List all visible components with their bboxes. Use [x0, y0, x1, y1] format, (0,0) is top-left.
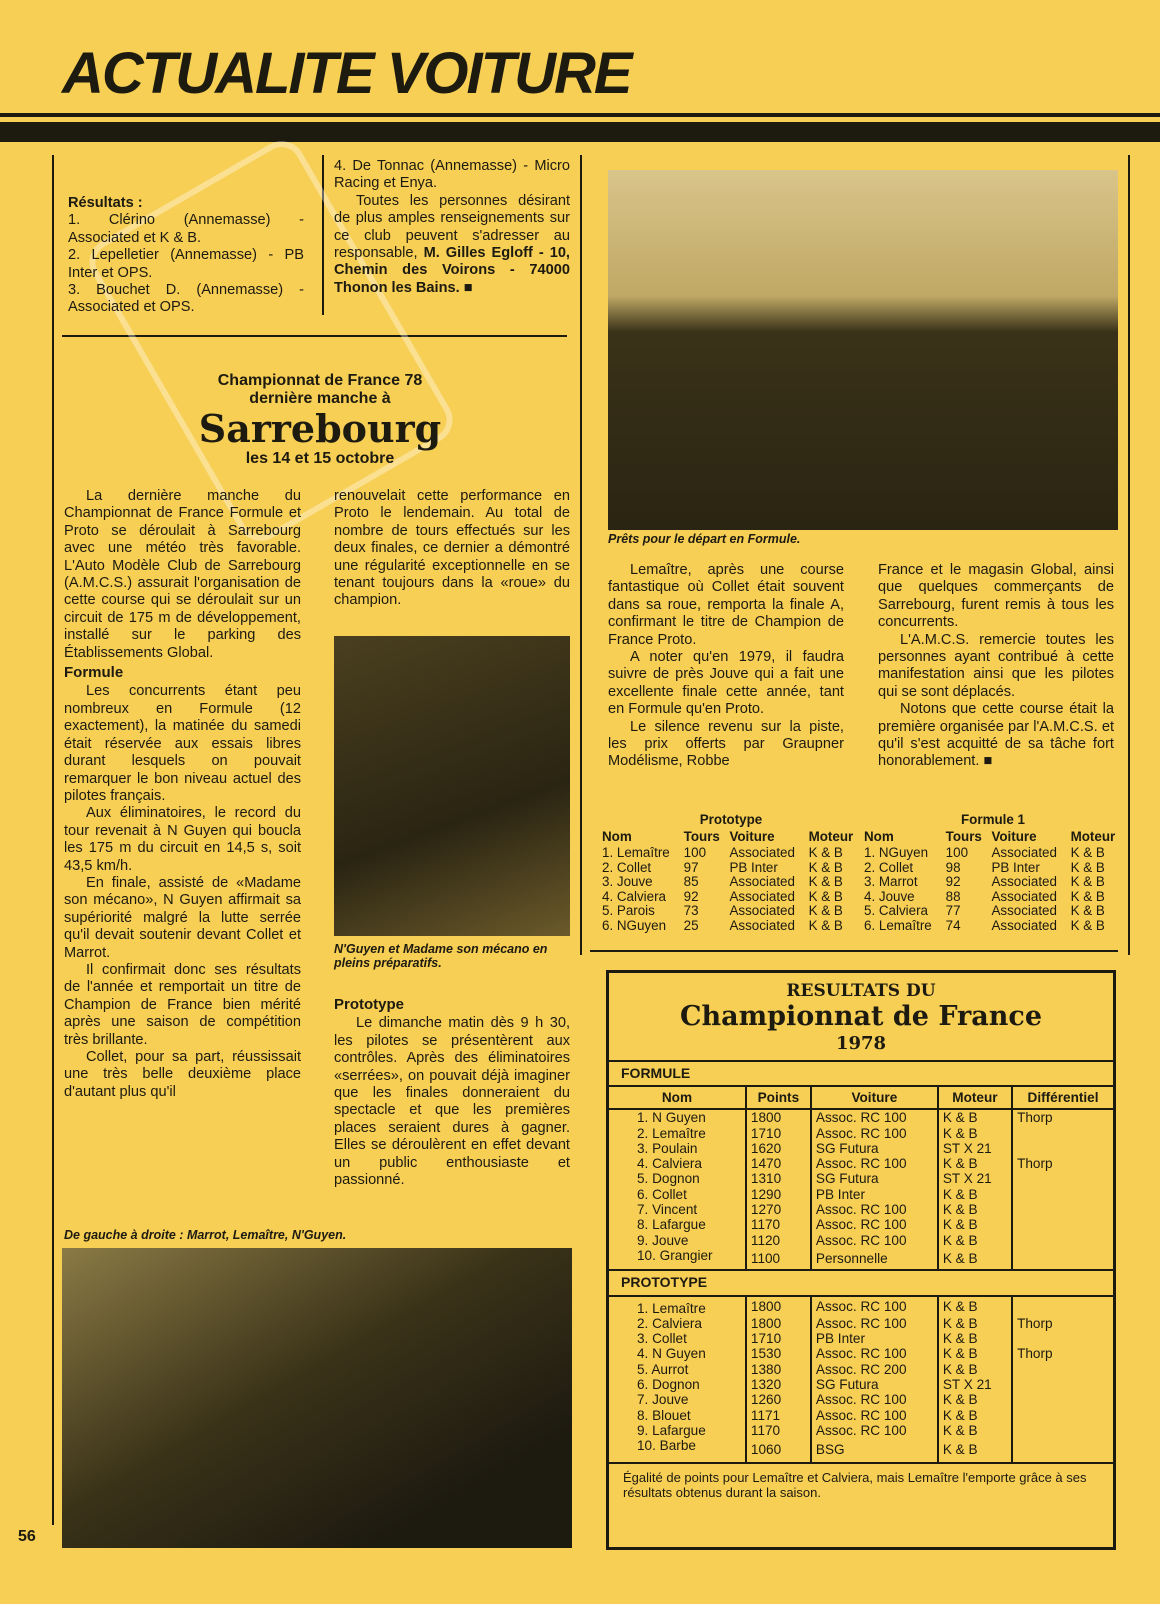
column-header: Points	[746, 1086, 811, 1109]
championship-box	[606, 970, 1116, 1550]
table-row: 2. Lemaître 1710 Assoc. RC 100 K & B	[609, 1126, 1113, 1141]
table-row: 6. Dognon 1320 SG Futura ST X 21	[609, 1377, 1113, 1392]
header-rule-thin	[0, 113, 1160, 117]
column-rule-right	[1128, 155, 1130, 955]
paragraph: Le silence revenu sur la piste, les prix offerts par Graupner Modélisme, Robbe	[608, 718, 844, 770]
table-row: 7. Jouve 1260 Assoc. RC 100 K & B	[609, 1392, 1113, 1407]
table-row: 2. Collet 98 PB Inter K & B	[864, 859, 1105, 875]
table-row: 6. Lemaître 74 Associated K & B	[864, 917, 1105, 933]
caption-drivers: De gauche à droite : Marrot, Lemaître, N'Guyen.	[64, 1228, 347, 1242]
event-heading	[150, 372, 490, 468]
event-city: Sarrebourg	[198, 406, 442, 451]
table-row: 1. Lemaître 100 Associated K & B	[602, 845, 843, 860]
column-header: Moteur	[1070, 829, 1116, 844]
header-rule-thick	[0, 122, 1160, 142]
paragraph: L'A.M.C.S. remercie toutes les personnes ayant contribué à cette manifestation ainsi que les pilotes qui se sont déplacés.	[878, 631, 1114, 700]
column-header: Nom	[602, 829, 632, 844]
column-header: Moteur	[938, 1086, 1012, 1109]
championship-title1: RESULTATS DU	[786, 981, 936, 1001]
photo-start-formule	[608, 170, 1118, 530]
table-row: 2. Collet 97 PB Inter K & B	[602, 859, 843, 875]
table-row: 6. Collet 1290 PB Inter K & B	[609, 1187, 1113, 1202]
table-row: 3. Collet 1710 PB Inter K & B	[609, 1331, 1113, 1346]
table-row: 4. Jouve 88 Associated K & B	[864, 888, 1105, 904]
section-label-prototype: PROTOTYPE	[609, 1270, 1113, 1295]
resultats-line: 2. Lepelletier (Annemasse) - PB Inter et OPS.	[68, 247, 304, 281]
table-row: 5. Calviera 77 Associated K & B	[864, 903, 1105, 919]
page-title: ACTUALITE VOITURE	[62, 41, 631, 106]
paragraph: renouvelait cette performance en Proto le lendemain. Au total de nombre de tours effectués sur les deux finales, ce dernier a démontré une régularité exceptionnelle en se tenant toujours dans la «roue» du champion.	[334, 488, 570, 609]
article-column-1	[64, 488, 301, 1101]
championship-year: 1978	[835, 1033, 887, 1054]
paragraph: Collet, pour sa part, réussissait une très belle deuxième place d'autant plus qu'il	[64, 1049, 301, 1100]
resultats-block	[68, 195, 304, 317]
table-row: 3. Jouve 85 Associated K & B	[602, 874, 843, 890]
table-row: 1. N Guyen 1800 Assoc. RC 100 K & B Thorp	[609, 1109, 1113, 1125]
table-row: 5. Aurrot 1380 Assoc. RC 200 K & B	[609, 1362, 1113, 1377]
column-header: Voiture	[729, 829, 775, 844]
column-rule-center	[580, 155, 582, 955]
column-header: Moteur	[808, 829, 854, 844]
table-row: 1. Lemaître 1800 Assoc. RC 100 K & B	[609, 1296, 1113, 1316]
page-number: 56	[18, 1528, 36, 1545]
table-title: Formule 1	[961, 812, 1025, 827]
caption-mechanic: N'Guyen et Madame son mécano en pleins préparatifs.	[334, 942, 548, 970]
column-rule-left	[52, 155, 54, 1525]
subheading-prototype: Prototype	[334, 996, 405, 1013]
event-dates: les 14 et 15 octobre	[245, 450, 395, 467]
championship-title2: Championnat de France	[679, 1001, 1043, 1032]
table-row: 3. Marrot 92 Associated K & B	[864, 874, 1105, 890]
paragraph: Le dimanche matin dès 9 h 30, les pilotes se présentèrent aux contrôles. Après des éliminatoires «serrées», on pouvait déjà imaginer que les finales donneraient du spectacle et que les premières places seraient dures à gagner. Elles se déroulèrent en effet devant un public enthousiaste et passionné.	[334, 1015, 570, 1189]
table-row: 10. Barbe 1060 BSG K & B	[609, 1438, 1113, 1461]
table-formule1	[862, 812, 1124, 934]
contact-address: M. Gilles Egloff - 10, Chemin des Voirons - 74000 Thonon les Bains.	[334, 245, 570, 296]
championship-table	[609, 1060, 1113, 1462]
event-line1: Championnat de France 78	[217, 372, 423, 389]
column-header: Voiture	[811, 1086, 938, 1109]
resultats-heading: Résultats :	[68, 195, 143, 211]
photo-drivers	[62, 1248, 572, 1548]
table-title: Prototype	[699, 812, 763, 827]
column-header: Nom	[661, 1090, 693, 1106]
resultats-line: 1. Clérino (Annemasse) - Associated et K & B.	[68, 212, 304, 246]
paragraph: En finale, assisté de «Madame son mécano», N Guyen affirmait sa supériorité malgré la lutte serrée qu'il devait soutenir devant Collet et Marrot.	[64, 874, 301, 961]
paragraph: Aux éliminatoires, le record du tour revenait à N Guyen qui boucla les 175 m du circuit en 14,5 s, soit 43,5 km/h.	[64, 805, 301, 874]
table-row: 8. Blouet 1171 Assoc. RC 100 K & B	[609, 1408, 1113, 1423]
table-row: 9. Lafargue 1170 Assoc. RC 100 K & B	[609, 1423, 1113, 1438]
table-row: 10. Grangier 1100 Personnelle K & B	[609, 1248, 1113, 1270]
table-row: 4. Calviera 92 Associated K & B	[602, 888, 843, 904]
table-row: 5. Parois 73 Associated K & B	[602, 903, 843, 919]
table-row: 9. Jouve 1120 Assoc. RC 100 K & B	[609, 1233, 1113, 1248]
article-column-3	[608, 562, 844, 771]
caption-start: Prêts pour le départ en Formule.	[608, 532, 801, 546]
column-header: Nom	[864, 829, 894, 844]
paragraph: Lemaître, après une course fantastique où Collet était souvent dans sa roue, remporta la finale A, confirmant le titre de Champion de France Proto.	[608, 562, 844, 648]
table-row: 4. Calviera 1470 Assoc. RC 100 K & B Thorp	[609, 1156, 1113, 1171]
article-column-4	[878, 562, 1114, 771]
championship-note: Égalité de points pour Lemaître et Calviera, mais Lemaître l'emporte grâce à ses résultats obtenus durant la saison.	[609, 1462, 1113, 1506]
table-row: 4. N Guyen 1530 Assoc. RC 100 K & B Thorp	[609, 1346, 1113, 1361]
club-contact-block: 4. De Tonnac (Annemasse) - Micro Racing et Enya. Toutes les personnes désirant de plus amples renseignements sur ce club peuvent s'adresser au responsable, M. Gilles Egloff - 10, Chemin des Voirons - 74000 Thonon les Bains. ■	[334, 158, 570, 296]
table-row: 3. Poulain 1620 SG Futura ST X 21	[609, 1141, 1113, 1156]
paragraph: Il confirmait donc ses résultats de l'année et remportait un titre de Champion de France bien mérité après une saison de compétition très brillante.	[64, 961, 301, 1048]
photo-mechanic	[334, 636, 570, 936]
article-column-2-lower	[334, 994, 570, 1189]
resultats-line: 4. De Tonnac (Annemasse) - Micro Racing et Enya.	[334, 158, 570, 192]
table-row: 1. NGuyen 100 Associated K & B	[864, 845, 1105, 860]
section-rule-tables	[590, 950, 1118, 952]
column-header: Différentiel	[1012, 1086, 1113, 1109]
table-prototype	[600, 812, 862, 934]
table-row: 7. Vincent 1270 Assoc. RC 100 K & B	[609, 1202, 1113, 1217]
section-label-formule: FORMULE	[609, 1061, 1113, 1086]
paragraph: La dernière manche du Championnat de France Formule et Proto se déroulait à Sarrebourg avec une météo très favorable. L'Auto Modèle Club de Sarrebourg (A.M.C.S.) assurait l'organisation de cette course qui se déroulait sur un circuit de 175 m de développement, installé sur le parking des Établissements Global.	[64, 488, 301, 661]
column-header: Tours	[683, 829, 720, 844]
paragraph: A noter qu'en 1979, il faudra suivre de près Jouve qui a fait une excellente finale cette année, tant en Formule qu'en Proto.	[608, 649, 844, 718]
table-row: 2. Calviera 1800 Assoc. RC 100 K & B Thorp	[609, 1316, 1113, 1331]
event-line2: dernière manche à	[249, 390, 391, 407]
contact-paragraph: Toutes les personnes désirant de plus amples renseignements sur ce club peuvent s'adresser au responsable,	[334, 192, 570, 262]
paragraph: Notons que cette course était la première organisée par l'A.M.C.S. et qu'il s'est acquitté de sa tâche fort honorablement. ■	[878, 701, 1114, 770]
paragraph: Les concurrents étant peu nombreux en Formule (12 exactement), la matinée du samedi était réservée aux essais libres durant lesquels on pouvait remarquer le bon niveau actuel des pilotes français.	[64, 683, 301, 804]
table-row: 6. NGuyen 25 Associated K & B	[602, 917, 843, 933]
resultats-line: 3. Bouchet D. (Annemasse) - Associated et OPS.	[68, 282, 304, 316]
subheading-formule: Formule	[64, 664, 124, 682]
table-row: 5. Dognon 1310 SG Futura ST X 21	[609, 1171, 1113, 1186]
column-header: Voiture	[991, 829, 1037, 844]
paragraph: France et le magasin Global, ainsi que quelques commerçants de Sarrebourg, furent remis à tous les concurrents.	[878, 562, 1114, 631]
table-row: 8. Lafargue 1170 Assoc. RC 100 K & B	[609, 1217, 1113, 1232]
column-header: Tours	[945, 829, 982, 844]
article-column-2	[334, 488, 570, 610]
